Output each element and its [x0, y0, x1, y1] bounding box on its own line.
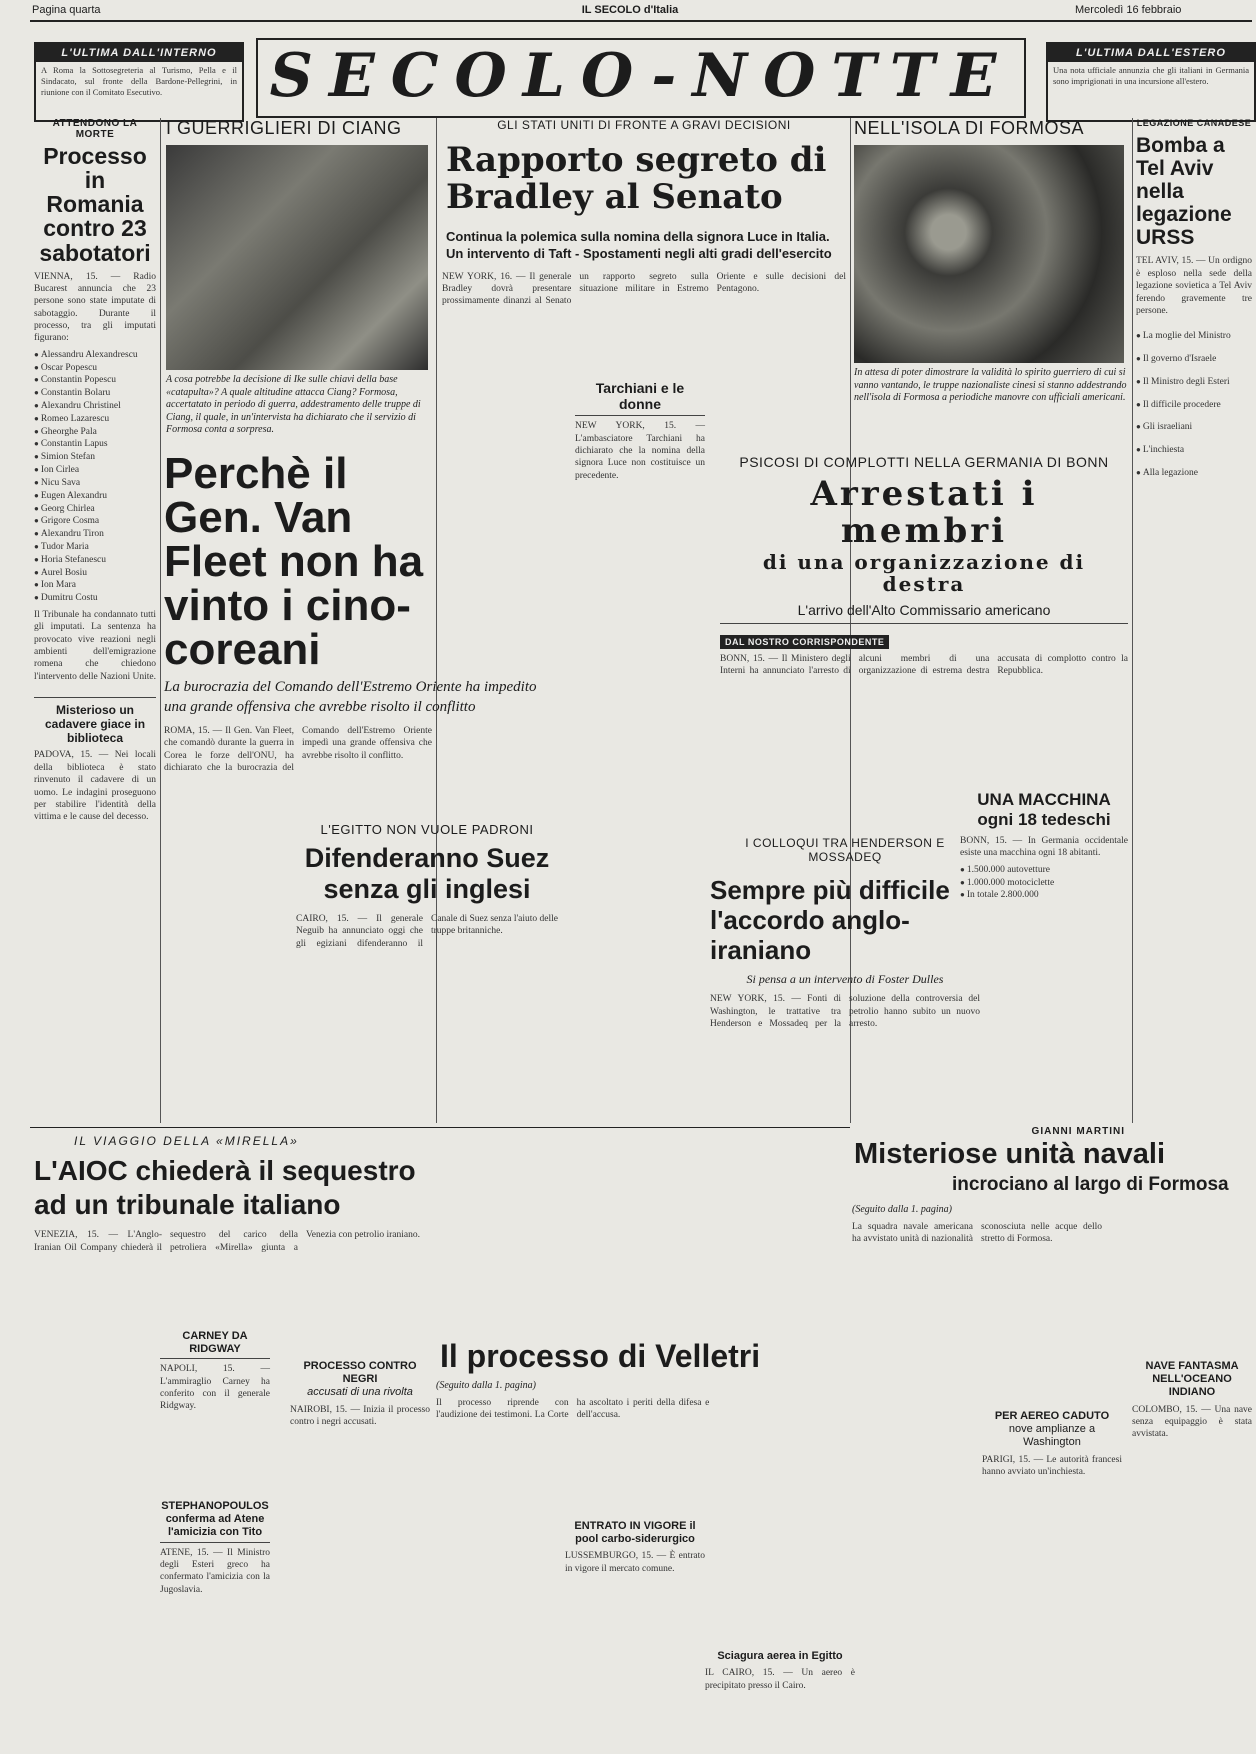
formosa-kicker: NELL'ISOLA DI FORMOSA	[854, 118, 1084, 138]
bomba-item: ● Alla legazione	[1136, 462, 1252, 485]
bomba-item: ● Il governo d'Israele	[1136, 348, 1252, 371]
macchina-items-list	[960, 864, 1128, 902]
article-bomba	[1136, 118, 1252, 1123]
bomba-item: ● Gli israeliani	[1136, 416, 1252, 439]
masthead-frame	[256, 38, 1026, 118]
egitto-kicker: L'EGITTO NON VUOLE PADRONI	[320, 822, 534, 837]
nave-body: COLOMBO, 15. — Una nave senza equipaggio è stata avvistata.	[1132, 1404, 1252, 1440]
egitto-headline: Difenderanno Suez senza gli inglesi	[304, 843, 550, 905]
macchina-item: ● 1.500.000 autovetture	[960, 864, 1128, 877]
mirella-headline: L'AIOC chiederà il sequestro ad un tribunale italiano	[34, 1155, 416, 1220]
romania-item: ● Grigore Cosma	[34, 515, 156, 528]
article-romania	[34, 118, 156, 1123]
box-ultima-estero-title: L'ULTIMA DALL'ESTERO	[1048, 44, 1254, 62]
romania-kicker: ATTENDONO LA MORTE	[52, 118, 138, 140]
bradley-body: NEW YORK, 16. — Il generale Bradley dovrà presentare prossimamente dinanzi al Senato un rapporto segreto sulla situazione militare in Estremo Oriente e sulle decisioni del Pentagono.	[442, 271, 846, 307]
romania-item: ● Romeo Lazarescu	[34, 413, 156, 426]
bonn-subheadline: di una organizzazione di destra	[762, 549, 1086, 596]
iran-headline: Sempre più difficile l'accordo anglo-iraniano	[710, 875, 950, 965]
article-carney	[160, 1330, 270, 1460]
romania-item: ● Alexandru Christinel	[34, 400, 156, 413]
romania-item: ● Constantin Lapus	[34, 438, 156, 451]
egitto-body: CAIRO, 15. — Il generale Neguib ha annunciato oggi che gli egiziani difenderanno il Canale di Suez senza l'aiuto delle truppe britanniche.	[296, 914, 559, 949]
sciagura-headline: Sciagura aerea in Egitto	[717, 1650, 843, 1662]
aereo-headline: PER AEREO CADUTO	[994, 1410, 1110, 1422]
bomba-body: TEL AVIV, 15. — Un ordigno è esploso nella sede della legazione sovietica a Tel Aviv ferendo gravemente tre persone.	[1136, 256, 1252, 316]
romania-item: ● Nicu Sava	[34, 477, 156, 490]
romania-intro: VIENNA, 15. — Radio Bucarest annuncia che 23 persone sono state imputate di sabotaggio. Durante il processo, tra gli imputati figurano:	[34, 271, 156, 344]
bonn-headline: Arrestati i membri	[810, 474, 1038, 552]
ciang-kicker: I GUERRIGLIERI DI CIANG	[166, 118, 402, 138]
misteriose-sub: (Seguito dalla 1. pagina)	[852, 1204, 952, 1215]
article-pool	[565, 1520, 705, 1620]
misterioso-box	[34, 697, 156, 823]
romania-names-list	[34, 349, 156, 605]
romania-item: ● Oscar Popescu	[34, 362, 156, 375]
romania-item: ● Constantin Bolaru	[34, 387, 156, 400]
bomba-headline: Bomba a Tel Aviv nella legazione URSS	[1136, 134, 1232, 250]
aereo-sub: nove amplianze a Washington	[1008, 1423, 1096, 1449]
ciang-caption: A cosa potrebbe la decisione di Ike sulle chiavi della base «catapulta»? A quale altitudine attacca Ciang? Formosa, accertatato in periodo di guerra, addestramento delle truppe di Ciang, il quale, in un'intervista ha dichiarato che il servizio di Formosa conta a sorpresa.	[166, 374, 421, 435]
article-vanfleet	[164, 449, 537, 782]
tarchiani-headline: Tarchiani e le donne	[575, 380, 705, 416]
box-ultima-estero	[1046, 42, 1256, 122]
macchina-headline: UNA MACCHINA ogni 18 tedeschi	[977, 790, 1111, 829]
misterioso-headline: Misterioso un cadavere giace in biblioteca	[44, 703, 146, 745]
stephanopoulos-headline: STEPHANOPOULOS conferma ad Atene l'amicizia con Tito	[160, 1500, 270, 1543]
carney-body: NAPOLI, 15. — L'ammiraglio Carney ha conferito con il generale Ridgway.	[160, 1364, 270, 1412]
mirella-kicker: IL VIAGGIO DELLA «MIRELLA»	[74, 1134, 299, 1148]
negri-headline: PROCESSO CONTRO NEGRI	[303, 1360, 417, 1386]
article-iran	[710, 836, 980, 1126]
iran-body: NEW YORK, 15. — Fonti di Washington, le trattative tra Henderson e Mossadeq per la soluzione della controversia del petrolio hanno subito un nuovo arresto.	[710, 994, 980, 1029]
bonn-deck: L'arrivo dell'Alto Commissario americano	[720, 601, 1128, 624]
bradley-deck: Continua la polemica sulla nomina della signora Luce in Italia. Un intervento di Taft - Spostamenti negli alti gradi dell'esercito	[446, 228, 832, 261]
romania-item: ● Georg Chirlea	[34, 503, 156, 516]
article-mirella	[34, 1134, 434, 1334]
romania-item: ● Ion Cirlea	[34, 464, 156, 477]
article-nave	[1132, 1360, 1252, 1560]
article-ciang	[166, 118, 432, 448]
article-formosa	[854, 118, 1128, 448]
bomba-item: ● Il Ministro degli Esteri	[1136, 371, 1252, 394]
misteriose-subheadline: incrociano al largo di Formosa	[952, 1174, 1229, 1195]
misterioso-body: PADOVA, 15. — Nei locali della biblioteca è stato rinvenuto il cadavere di un uomo. Le indagini proseguono per stabilire l'identità della vittima e le cause del decesso.	[34, 750, 156, 823]
romania-item: ● Eugen Alexandru	[34, 490, 156, 503]
article-aereo	[982, 1410, 1122, 1610]
iran-deck: Si pensa a un intervento di Foster Dulles	[746, 971, 944, 986]
macchina-item: ● 1.000.000 motociclette	[960, 877, 1128, 890]
bomba-item: ● La moglie del Ministro	[1136, 325, 1252, 348]
bomba-kicker: LEGAZIONE CANADESE	[1136, 118, 1252, 128]
article-negri	[290, 1360, 430, 1540]
bomba-item: ● Il difficile procedere	[1136, 394, 1252, 417]
iran-signature: GIANNI MARTINI	[1031, 1126, 1125, 1137]
ciang-photo	[166, 145, 428, 370]
formosa-caption: In attesa di poter dimostrare la validità lo spirito guerriero di cui si vanno vantando, le truppe nazionaliste cinesi si stanno addestrando nell'isola di Formosa a periodiche manovre con ufficiali americani.	[854, 367, 1127, 403]
box-ultima-interno	[34, 42, 244, 122]
bonn-byline: DAL NOSTRO CORRISPONDENTE	[720, 635, 889, 649]
bradley-headline: Rapporto segreto di Bradley al Senato	[446, 140, 827, 218]
macchina-item: ● In totale 2.800.000	[960, 889, 1128, 902]
romania-item: ● Tudor Maria	[34, 541, 156, 554]
romania-item: ● Alessandru Alexandrescu	[34, 349, 156, 362]
vanfleet-body: ROMA, 15. — Il Gen. Van Fleet, che comandò durante la guerra in Corea le forze dell'ONU, ha dichiarato che la burocrazia del Comando dell'Estremo Oriente impedì una grande offensiva che avrebbe risolto il conflitto.	[164, 726, 432, 774]
misteriose-body: La squadra navale americana ha avvistato unità di nazionalità sconosciuta nelle acque dello stretto di Formosa.	[852, 1221, 1102, 1244]
folio-right: Mercoledì 16 febbraio	[1075, 4, 1182, 16]
tarchiani-body: NEW YORK, 15. — L'ambasciatore Tarchiani ha dichiarato che la nomina della signora Luce non costituisce un precedente.	[575, 421, 705, 481]
romania-item: ● Aurel Bosiu	[34, 567, 156, 580]
bomba-items-list	[1136, 325, 1252, 485]
mirella-body: VENEZIA, 15. — L'Anglo-Iranian Oil Company chiederà il sequestro del carico della petroliera «Mirella» giunta a Venezia con petrolio iraniano.	[34, 1230, 420, 1253]
folio-center: IL SECOLO d'Italia	[581, 4, 679, 16]
macchina-body: BONN, 15. — In Germania occidentale esiste una macchina ogni 18 abitanti.	[960, 836, 1128, 859]
negri-sub: accusati di una rivolta	[307, 1386, 413, 1399]
velletri-sub: (Seguito dalla 1. pagina)	[436, 1380, 536, 1391]
article-bonn	[720, 454, 1128, 784]
folio-rule	[30, 20, 1252, 22]
folio-left: Pagina quarta	[32, 4, 101, 16]
iran-kicker: I COLLOQUI TRA HENDERSON E MOSSADEQ	[745, 836, 945, 864]
box-ultima-estero-text: Una nota ufficiale annunzia che gli italiani in Germania sono imprigionati in una incursione all'estero.	[1053, 65, 1249, 87]
stephanopoulos-body: ATENE, 15. — Il Ministro degli Esteri greco ha confermato l'amicizia con la Jugoslavia.	[160, 1547, 270, 1595]
bradley-kicker: GLI STATI UNITI DI FRONTE A GRAVI DECISIONI	[497, 118, 791, 132]
velletri-headline: Il processo di Velletri	[440, 1338, 761, 1374]
box-ultima-interno-title: L'ULTIMA DALL'INTERNO	[36, 44, 242, 62]
bomba-item: ● L'inchiesta	[1136, 439, 1252, 462]
box-ultima-interno-text: A Roma la Sottosegreteria al Turismo, Pella e il Sindacato, sul fronte della Bardone-Pellegrini, in riunione con il Comitato Esecutivo.	[41, 65, 237, 98]
bonn-kicker: PSICOSI DI COMPLOTTI NELLA GERMANIA DI BONN	[739, 454, 1109, 470]
article-sciagura	[705, 1650, 855, 1740]
article-misteriose	[852, 1140, 1252, 1300]
romania-item: ● Ion Mara	[34, 579, 156, 592]
pool-body: LUSSEMBURGO, 15. — È entrato in vigore il mercato comune.	[565, 1551, 705, 1574]
romania-item: ● Alexandru Tiron	[34, 528, 156, 541]
nave-headline: NAVE FANTASMA NELL'OCEANO INDIANO	[1145, 1360, 1239, 1399]
romania-item: ● Constantin Popescu	[34, 374, 156, 387]
negri-body: NAIROBI, 15. — Inizia il processo contro i negri accusati.	[290, 1404, 430, 1427]
romania-item: ● Gheorghe Pala	[34, 426, 156, 439]
pool-headline: ENTRATO IN VIGORE il pool carbo-siderurgico	[574, 1520, 696, 1546]
masthead-title: SECOLO-NOTTE	[269, 41, 1013, 111]
romania-item: ● Simion Stefan	[34, 451, 156, 464]
sciagura-body: IL CAIRO, 15. — Un aereo è precipitato presso il Cairo.	[705, 1668, 855, 1691]
article-stephanopoulos	[160, 1500, 270, 1740]
vanfleet-headline: Perchè il Gen. Van Fleet non ha vinto i cino-coreani	[164, 449, 424, 674]
formosa-photo	[854, 145, 1124, 363]
aereo-body: PARIGI, 15. — Le autorità francesi hanno avviato un'inchiesta.	[982, 1454, 1122, 1477]
bonn-body: BONN, 15. — Il Ministero degli Interni ha annunciato l'arresto di alcuni membri di una organizzazione di estrema destra accusata di complotto contro la Repubblica.	[720, 653, 1128, 677]
velletri-body: Il processo riprende con l'audizione dei testimoni. La Corte ha ascoltato i periti della difesa e dell'accusa.	[436, 1397, 710, 1420]
misteriose-headline: Misteriose unità navali	[854, 1138, 1166, 1170]
romania-body: Il Tribunale ha condannato tutti gli imputati. La sentenza ha provocato vive reazioni negli ambienti dell'emigrazione romena che chiedono l'intervento delle Nazioni Unite.	[34, 610, 157, 682]
romania-item: ● Dumitru Costu	[34, 592, 156, 605]
romania-headline: Processo in Romania contro 23 sabotatori	[39, 143, 151, 266]
romania-item: ● Horia Stefanescu	[34, 554, 156, 567]
article-macchina	[960, 790, 1128, 990]
article-tarchiani	[575, 380, 705, 560]
vanfleet-deck: La burocrazia del Comando dell'Estremo Oriente ha impedito una grande offensiva che avrebbe risolto il conflitto	[164, 679, 537, 715]
article-egitto	[296, 822, 558, 1122]
carney-headline: CARNEY DA RIDGWAY	[160, 1330, 270, 1359]
